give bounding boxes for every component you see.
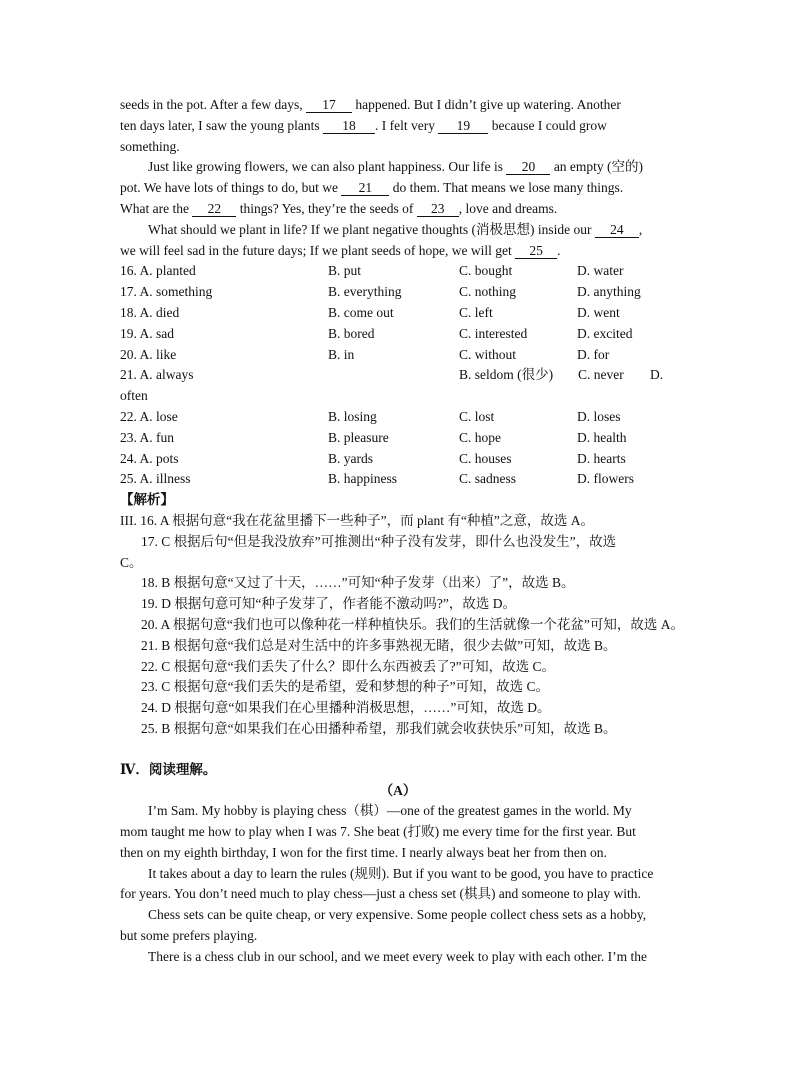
analysis-20: 20. A 根据句意“我们也可以像种花一样种植快乐。我们的生活就像一个花盆”可知，故选 A。	[141, 616, 684, 632]
reading-line: It takes about a day to learn the rules (规则). But if you want to be good, you have to practice	[148, 865, 654, 881]
option-b[interactable]: B. put	[328, 263, 362, 279]
text: pot. We have lots of things to do, but we	[120, 180, 342, 196]
option-row-23	[120, 428, 676, 449]
text: things? Yes, they’re the seeds of	[236, 200, 417, 216]
blank-17[interactable]: 17	[306, 98, 352, 113]
option-row-21	[120, 365, 676, 386]
option-a[interactable]: 19. A. sad	[120, 325, 174, 341]
option-d[interactable]: D. anything	[577, 284, 641, 300]
analysis-18: 18. B 根据句意“又过了十天，……”可知“种子发芽（出来）了”，故选 B。	[141, 575, 575, 591]
option-a[interactable]: 25. A. illness	[120, 471, 191, 487]
option-c[interactable]: C. sadness	[459, 471, 516, 487]
text: Just like growing flowers, we can also plant happiness. Our life is	[148, 159, 507, 175]
blank-18[interactable]: 18	[323, 119, 375, 134]
spacer	[120, 740, 676, 760]
blank-21[interactable]: 21	[341, 181, 389, 196]
cloze-line	[120, 137, 676, 158]
option-21-wrap: often	[120, 388, 148, 404]
option-a[interactable]: 20. A. like	[120, 346, 177, 362]
option-a[interactable]: 22. A. lose	[120, 408, 178, 424]
option-d[interactable]: D. loses	[577, 408, 621, 424]
option-d[interactable]: D. flowers	[577, 471, 634, 487]
option-d[interactable]: D.	[650, 367, 664, 383]
text: , love and dreams.	[458, 200, 558, 216]
option-b[interactable]: B. in	[328, 346, 355, 362]
option-d[interactable]: D. water	[577, 263, 624, 279]
option-row-18	[120, 303, 676, 324]
reading-line: then on my eighth birthday, I won for the first time. I nearly always beat her from then on.	[120, 844, 607, 860]
reading-heading: Ⅳ．阅读理解。	[120, 761, 217, 777]
option-d[interactable]: D. excited	[577, 325, 633, 341]
analysis-17: 17. C 根据后句“但是我没放弃”可推测出“种子没有发芽，即什么也没发生”，故选	[141, 533, 617, 549]
text: we will feel sad in the future days; If we plant seeds of hope, we will get	[120, 242, 516, 258]
analysis-24: 24. D 根据句意“如果我们在心里播种消极思想，……”可知，故选 D。	[141, 700, 551, 716]
text: because I could grow	[488, 117, 607, 133]
option-b[interactable]: B. pleasure	[328, 429, 389, 445]
option-a[interactable]: 16. A. planted	[120, 263, 196, 279]
cloze-line	[120, 220, 676, 241]
reading-line: I’m Sam. My hobby is playing chess（棋）—one of the greatest games in the world. My	[148, 803, 632, 819]
text: do them. That means we lose many things.	[389, 180, 624, 196]
option-c[interactable]: C. hope	[459, 429, 501, 445]
option-c[interactable]: C. left	[459, 304, 493, 320]
option-b[interactable]: B. losing	[328, 408, 377, 424]
option-b[interactable]: B. everything	[328, 284, 402, 300]
option-c[interactable]: C. houses	[459, 450, 512, 466]
cloze-line	[120, 157, 676, 178]
option-row-17	[120, 282, 676, 303]
option-b[interactable]: B. bored	[328, 325, 375, 341]
option-a[interactable]: 24. A. pots	[120, 450, 179, 466]
option-a[interactable]: 18. A. died	[120, 304, 180, 320]
reading-line: but some prefers playing.	[120, 928, 258, 944]
reading-line: for years. You don’t need much to play chess—just a chess set (棋具) and someone to play with.	[120, 886, 641, 902]
option-c[interactable]: C. interested	[459, 325, 528, 341]
option-a[interactable]: 23. A. fun	[120, 429, 174, 445]
option-b[interactable]: B. seldom (很少)	[459, 367, 554, 383]
option-d[interactable]: D. went	[577, 304, 620, 320]
text: ,	[638, 221, 643, 237]
option-d[interactable]: D. hearts	[577, 450, 626, 466]
blank-24[interactable]: 24	[595, 223, 639, 238]
text: something.	[120, 138, 180, 154]
option-row-22	[120, 407, 676, 428]
analysis-21: 21. B 根据句意“我们总是对生活中的许多事熟视无睹，很少去做”可知，故选 B。	[141, 637, 617, 653]
analysis-25: 25. B 根据句意“如果我们在心田播种希望，那我们就会收获快乐”可知，故选 B。	[141, 720, 617, 736]
option-row-20	[120, 345, 676, 366]
text: What should we plant in life? If we plant negative thoughts (消极思想) inside our	[148, 221, 595, 237]
cloze-line	[120, 116, 676, 137]
option-d[interactable]: D. for	[577, 346, 610, 362]
text: ten days later, I saw the young plants	[120, 117, 324, 133]
text: .	[557, 242, 561, 258]
option-row-25	[120, 469, 676, 490]
document-page	[120, 95, 684, 968]
analysis-22: 22. C 根据句意“我们丢失了什么？即什么东西被丢了?”可知，故选 C。	[141, 658, 555, 674]
option-b[interactable]: B. yards	[328, 450, 373, 466]
text: seeds in the pot. After a few days,	[120, 97, 306, 112]
option-a[interactable]: 17. A. something	[120, 284, 213, 300]
analysis-17-wrap: C。	[120, 554, 143, 570]
option-b[interactable]: B. come out	[328, 304, 394, 320]
blank-20[interactable]: 20	[506, 160, 550, 175]
blank-25[interactable]: 25	[515, 244, 557, 259]
option-c[interactable]: C. bought	[459, 263, 513, 279]
reading-line: Chess sets can be quite cheap, or very expensive. Some people collect chess sets as a hobby,	[148, 907, 647, 923]
cloze-line	[120, 241, 676, 262]
option-c[interactable]: C. lost	[459, 408, 495, 424]
option-d[interactable]: D. health	[577, 429, 627, 445]
reading-line: mom taught me how to play when I was 7. She beat (打败) me every time for the first year. But	[120, 824, 636, 840]
text: an empty (空的)	[550, 159, 644, 175]
cloze-line	[120, 95, 676, 116]
option-row-19	[120, 324, 676, 345]
option-c[interactable]: C. nothing	[459, 284, 517, 300]
option-c[interactable]: C. without	[459, 346, 517, 362]
text: happened. But I didn’t give up watering. Another	[351, 97, 621, 112]
analysis-16: III. 16. A 根据句意“我在花盆里播下一些种子”，而 plant 有“种植”之意，故选 A。	[120, 512, 594, 528]
analysis-23: 23. C 根据句意“我们丢失的是希望，爱和梦想的种子”可知，故选 C。	[141, 679, 549, 695]
blank-22[interactable]: 22	[192, 202, 236, 217]
cloze-line	[120, 199, 676, 220]
text: . I felt very	[375, 117, 439, 133]
analysis-heading: 【解析】	[120, 492, 174, 508]
blank-19[interactable]: 19	[438, 119, 488, 134]
cloze-line	[120, 178, 676, 199]
text: What are the	[120, 200, 193, 216]
reading-part-title: （A）	[379, 782, 417, 798]
reading-line: There is a chess club in our school, and we meet every week to play with each other. I’m the	[148, 948, 647, 964]
option-b[interactable]: B. happiness	[328, 471, 397, 487]
blank-23[interactable]: 23	[417, 202, 459, 217]
option-row-16	[120, 261, 676, 282]
option-row-24	[120, 449, 676, 470]
analysis-19: 19. D 根据句意可知“种子发芽了，作者能不激动吗?”，故选 D。	[141, 596, 516, 612]
option-c[interactable]: C. never	[578, 367, 624, 383]
option-a[interactable]: 21. A. always	[120, 367, 194, 383]
